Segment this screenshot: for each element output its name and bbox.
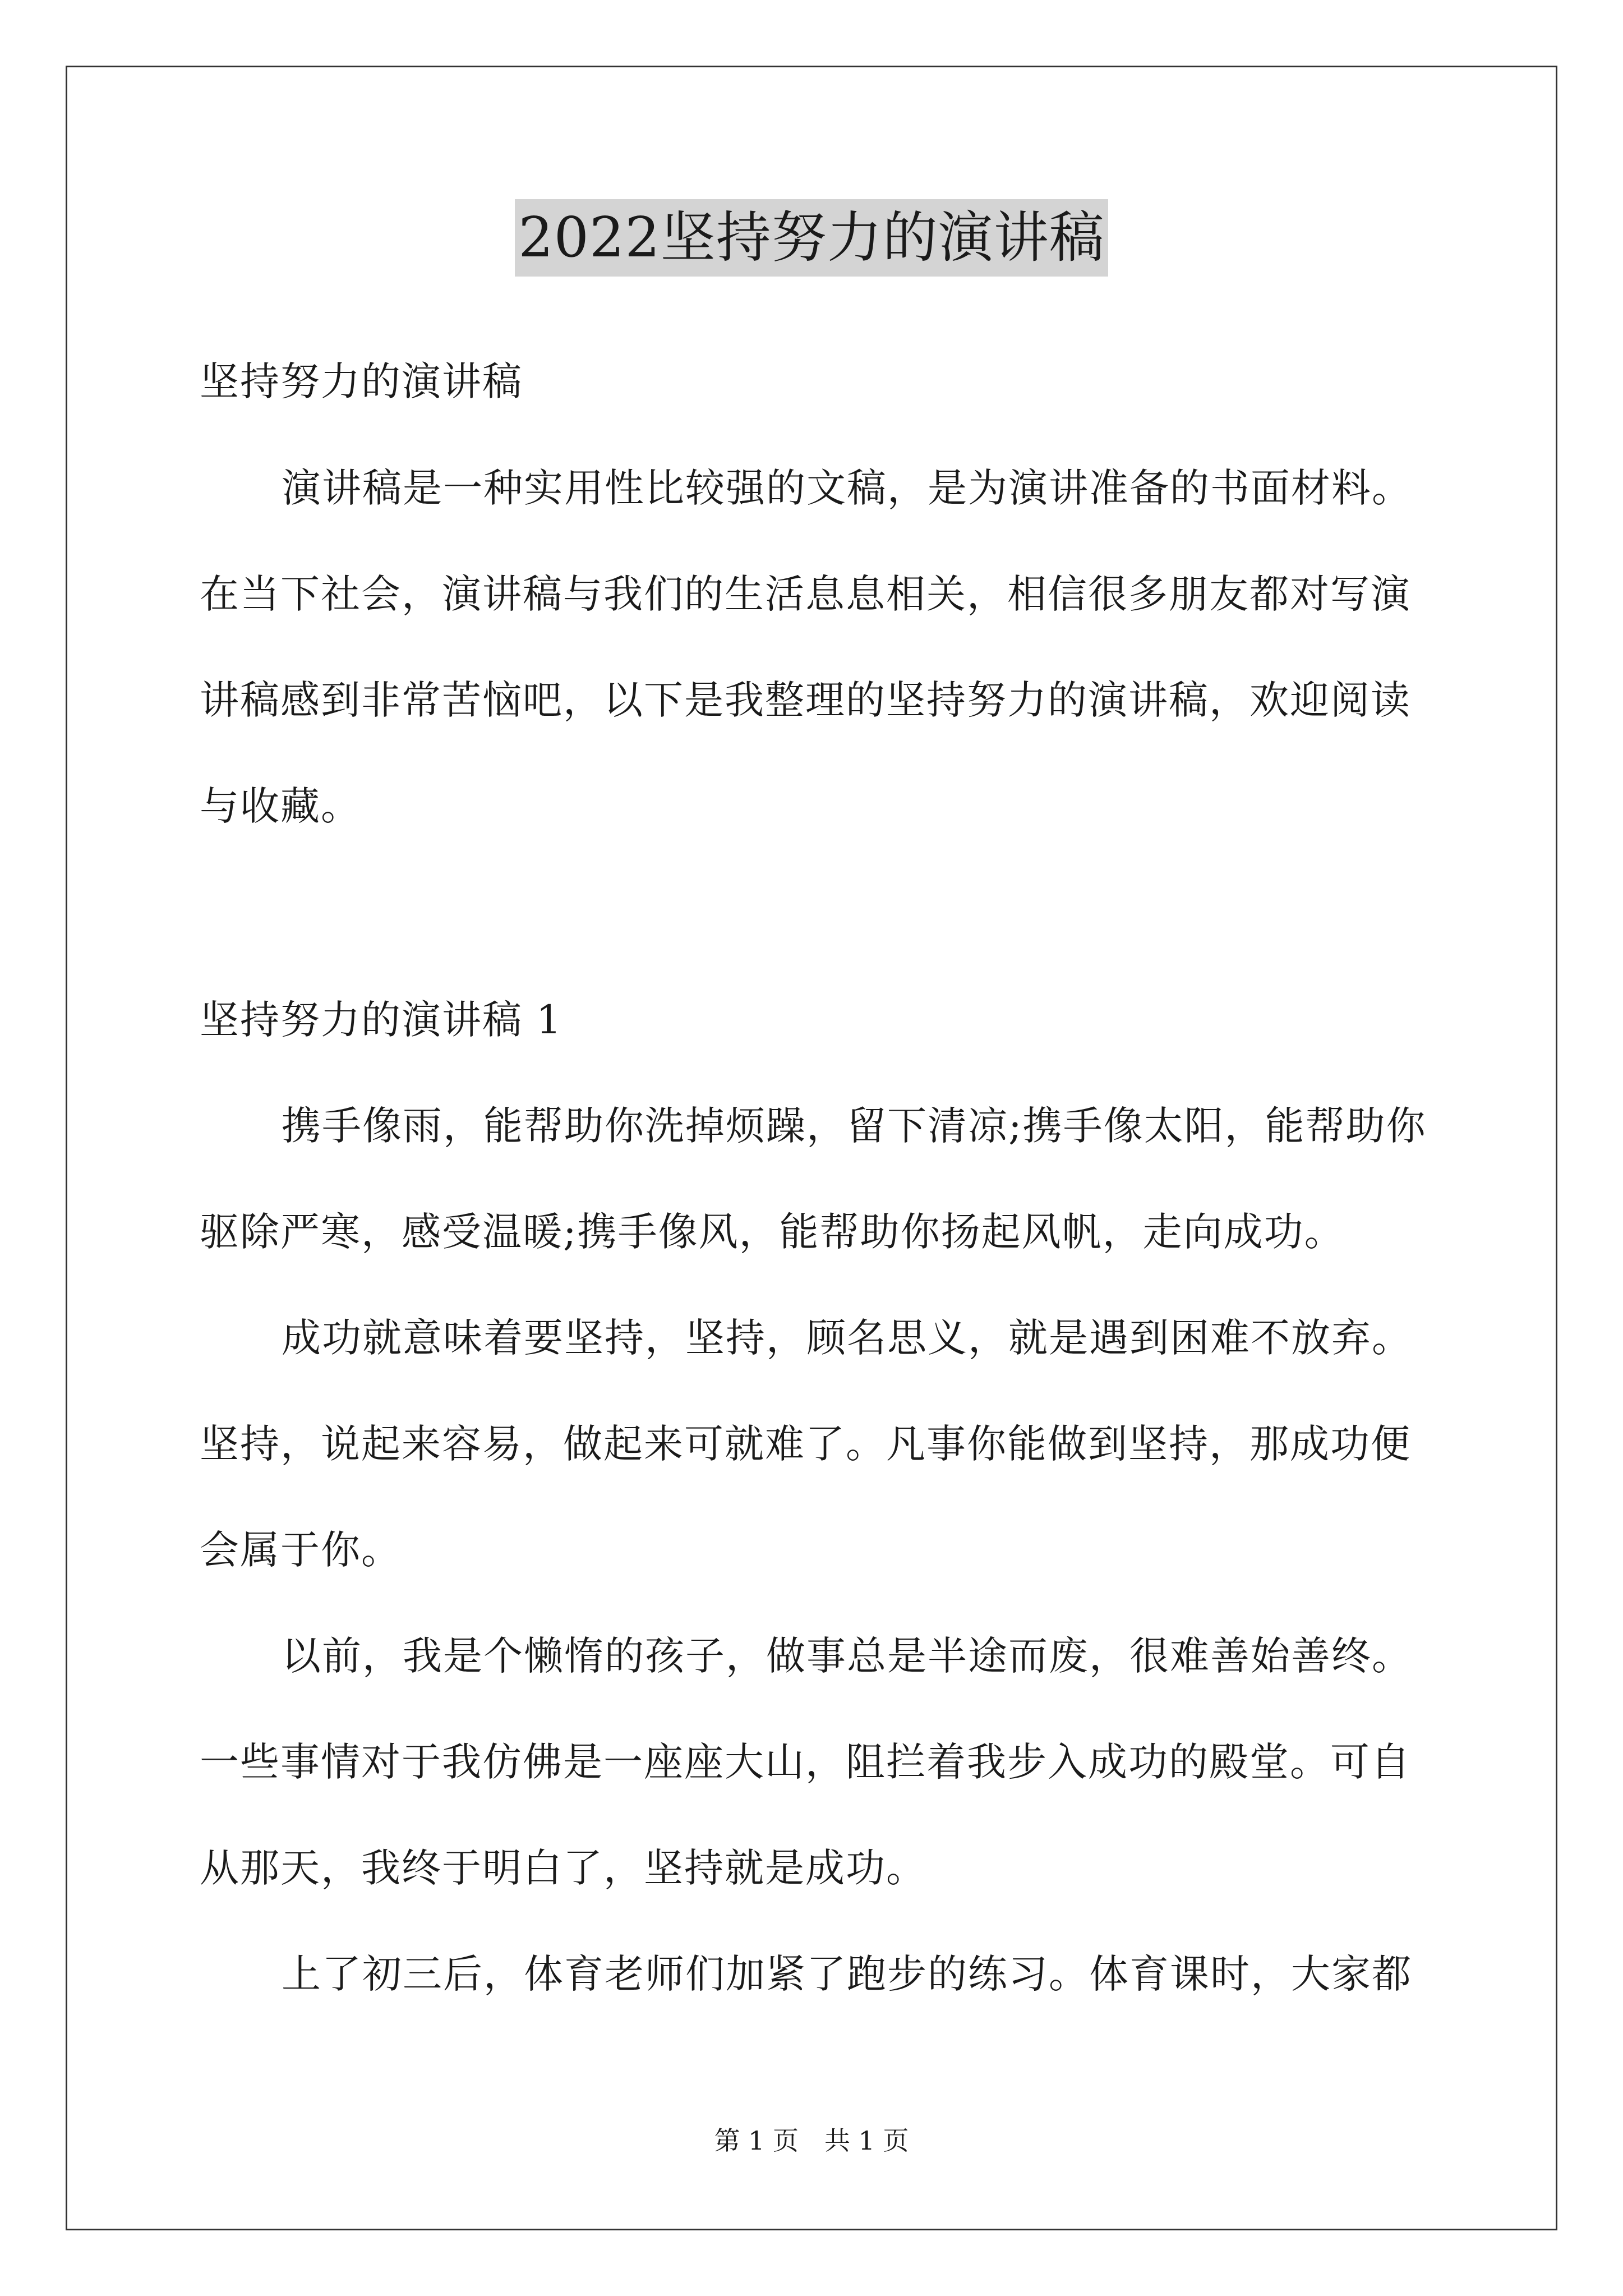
paragraph-line: 驱除严寒，感受温暖;携手像风，能帮助你扬起风帆，走向成功。 [200,1209,1345,1255]
title-container [0,199,1623,277]
paragraph-line: 上了初三后，体育老师们加紧了跑步的练习。体育课时，大家都 [282,1951,1412,1997]
document-title: 2022坚持努力的演讲稿 [515,199,1108,277]
page-footer: 第 1 页 共 1 页 [714,2125,909,2156]
paragraph-line: 一些事情对于我仿佛是一座座大山，阻拦着我步入成功的殿堂。可自 [200,1739,1411,1785]
section-heading: 坚持努力的演讲稿 1 [200,997,562,1043]
paragraph-line: 会属于你。 [200,1527,402,1573]
paragraph-line: 与收藏。 [200,783,361,829]
paragraph-line: 以前，我是个懒惰的孩子，做事总是半途而废，很难善始善终。 [282,1633,1412,1679]
section-heading: 坚持努力的演讲稿 [200,358,523,404]
paragraph-line: 讲稿感到非常苦恼吧，以下是我整理的坚持努力的演讲稿，欢迎阅读 [200,677,1411,723]
paragraph-line: 从那天，我终于明白了，坚持就是成功。 [200,1845,926,1891]
paragraph-line: 在当下社会，演讲稿与我们的生活息息相关，相信很多朋友都对写演 [200,571,1411,617]
paragraph-line: 成功就意味着要坚持，坚持，顾名思义，就是遇到困难不放弃。 [282,1315,1412,1361]
paragraph-line: 坚持，说起来容易，做起来可就难了。凡事你能做到坚持，那成功便 [200,1421,1411,1467]
paragraph-line: 携手像雨，能帮助你洗掉烦躁，留下清凉;携手像太阳，能帮助你 [282,1103,1427,1149]
paragraph-line: 演讲稿是一种实用性比较强的文稿，是为演讲准备的书面材料。 [282,465,1412,511]
